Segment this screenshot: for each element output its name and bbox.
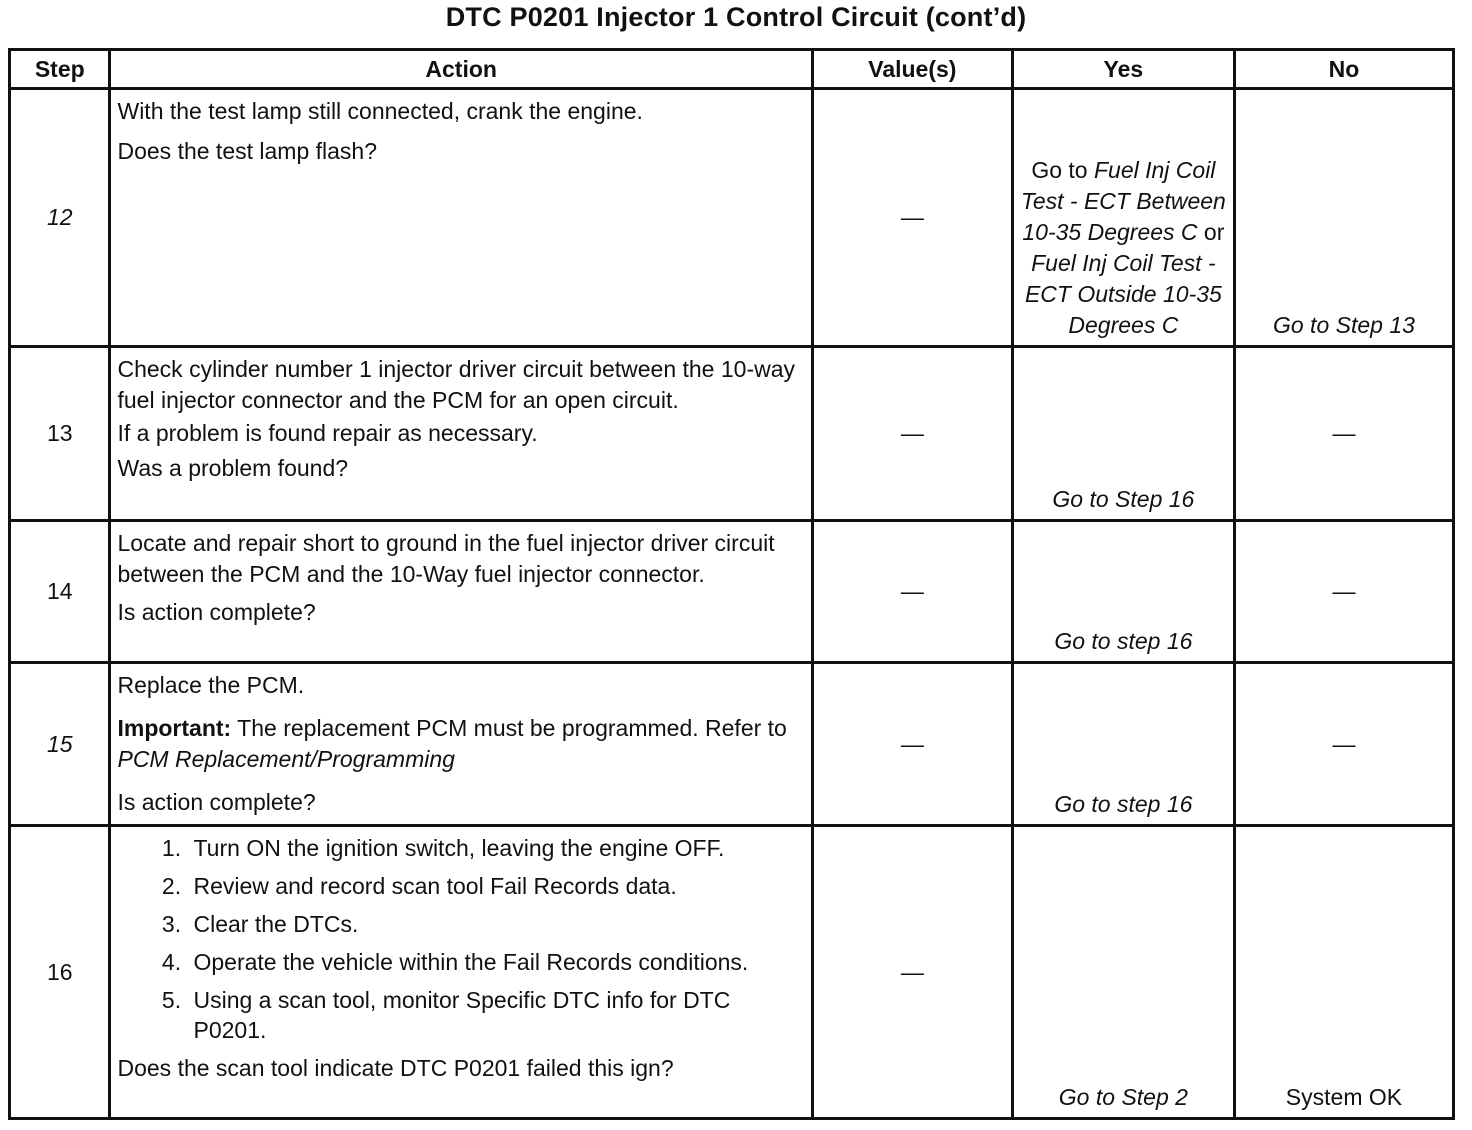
table-row [10,347,1454,521]
action-question: Was a problem found? [117,455,349,481]
value-cell: — [812,347,1012,521]
diagnostic-table [8,48,1455,1120]
action-text: With the test lamp still connected, crank the engine. [117,98,643,124]
yes-cell: Go to Step 2 [1012,826,1234,1119]
action-cell [110,347,812,521]
important-label: Important: [117,715,232,741]
action-question: Does the test lamp flash? [117,138,378,164]
action-question: Does the scan tool indicate DTC P0201 failed this ign? [117,1055,674,1081]
action-cell [110,663,812,826]
header-step: Step [10,50,110,89]
no-cell: Go to Step 13 [1234,89,1453,347]
step-number: 15 [10,663,110,826]
no-cell: System OK [1234,826,1453,1119]
no-cell: — [1234,521,1453,663]
list-item: 3. Clear the DTCs. [187,909,802,939]
action-question: Is action complete? [117,789,316,815]
yes-go-to: Go to [1031,157,1094,183]
header-action: Action [110,50,812,89]
no-cell: — [1234,663,1453,826]
table-row [10,89,1454,347]
list-item: 5. Using a scan tool, monitor Specific DTC info for DTC P0201. [187,985,802,1045]
action-cell [110,89,812,347]
action-cell [110,521,812,663]
action-question: Is action complete? [117,599,316,625]
yes-cell: Go to step 16 [1012,663,1234,826]
yes-cell [1012,89,1234,347]
action-text: Locate and repair short to ground in the fuel injector driver circuit between the PCM and the 10-Way fuel injector connector. [117,530,775,587]
step-number: 16 [10,826,110,1119]
yes-cell: Go to step 16 [1012,521,1234,663]
action-text: Replace the PCM. [117,672,305,698]
step-number: 12 [10,89,110,347]
yes-link-fuel-inj-between[interactable]: Fuel Inj Coil Test - ECT Between 10-35 Degrees C [1020,157,1226,245]
table-row [10,521,1454,663]
value-cell: — [812,521,1012,663]
value-cell: — [812,89,1012,347]
list-item: 2. Review and record scan tool Fail Records data. [187,871,802,901]
table-row [10,663,1454,826]
yes-cell: Go to Step 16 [1012,347,1234,521]
value-cell: — [812,663,1012,826]
action-text: If a problem is found repair as necessary. [117,420,538,446]
no-cell: — [1234,347,1453,521]
list-item: 1. Turn ON the ignition switch, leaving the engine OFF. [187,833,802,863]
step-number: 13 [10,347,110,521]
important-text: The replacement PCM must be programmed. Refer to [231,715,787,741]
header-values: Value(s) [812,50,1012,89]
yes-or: or [1197,219,1225,245]
list-item: 4. Operate the vehicle within the Fail Records conditions. [187,947,802,977]
action-text: Check cylinder number 1 injector driver circuit between the 10-way fuel injector connector and the PCM for an open circuit. [117,356,796,413]
page-title: DTC P0201 Injector 1 Control Circuit (cont’d) [445,2,1027,32]
header-no: No [1234,50,1453,89]
action-cell [110,826,812,1119]
step-number: 14 [10,521,110,663]
header-yes: Yes [1012,50,1234,89]
header-row [10,50,1454,89]
procedure-list [117,833,802,1045]
important-note [117,713,802,775]
table-row [10,826,1454,1119]
value-cell: — [812,826,1012,1119]
yes-link-fuel-inj-outside[interactable]: Fuel Inj Coil Test - ECT Outside 10-35 Degrees C [1024,250,1222,338]
pcm-replacement-link[interactable]: PCM Replacement/Programming [117,746,455,772]
